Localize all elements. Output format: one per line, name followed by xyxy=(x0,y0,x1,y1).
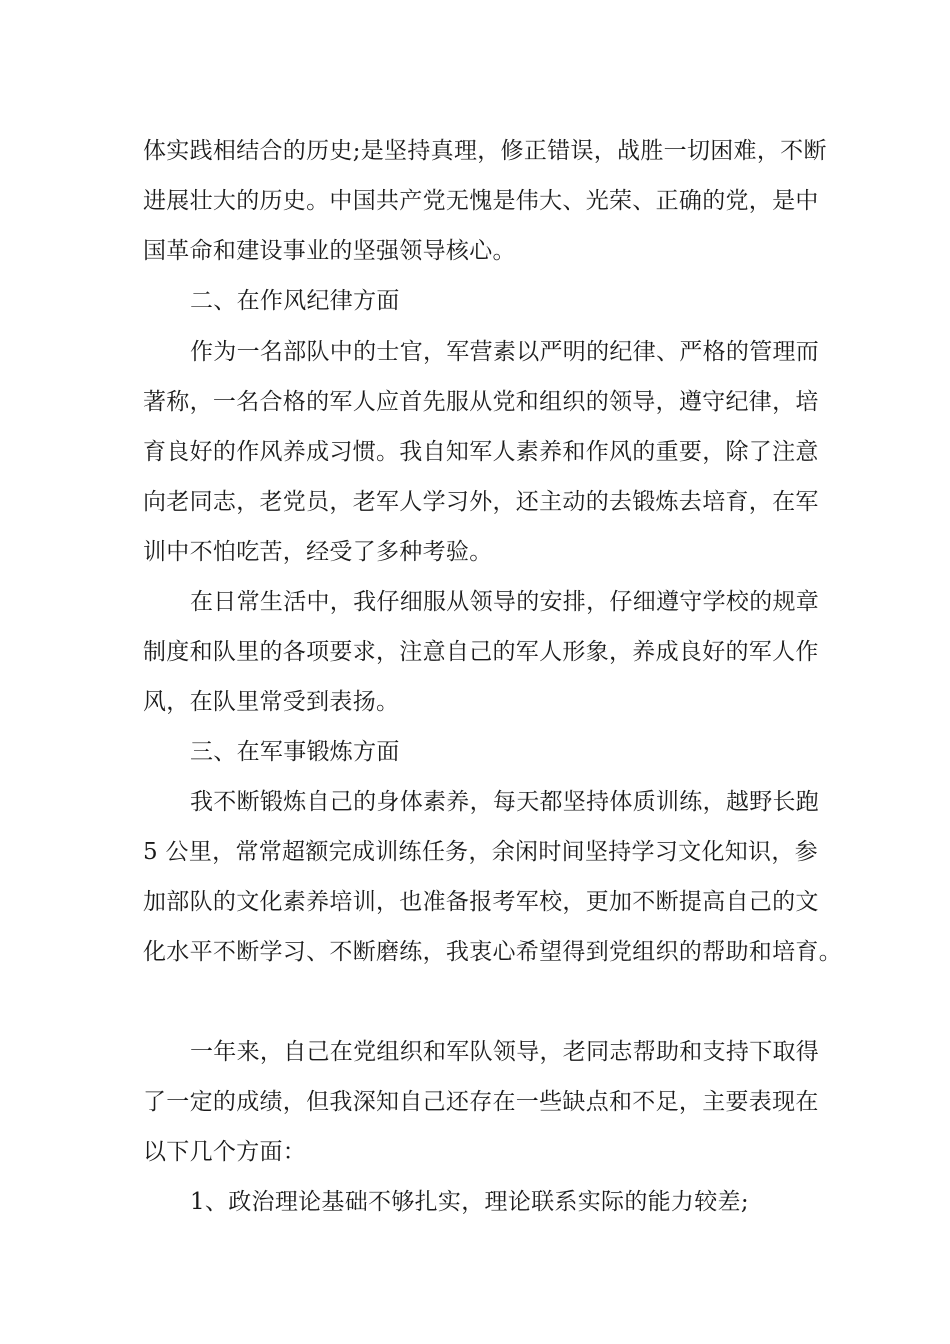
paragraph-line: 向老同志，老党员，老军人学习外，还主动的去锻炼去培育，在军 xyxy=(143,489,819,515)
paragraph-line: 进展壮大的历史。中国共产党无愧是伟大、光荣、正确的党，是中 xyxy=(143,188,819,214)
paragraph-line: 我不断锻炼自己的身体素养，每天都坚持体质训练，越野长跑 xyxy=(190,789,820,815)
paragraph-line: 一年来，自己在党组织和军队领导，老同志帮助和支持下取得 xyxy=(190,1039,820,1065)
paragraph-line: 在日常生活中，我仔细服从领导的安排，仔细遵守学校的规章 xyxy=(190,589,820,615)
paragraph-line: 化水平不断学习、不断磨练，我衷心希望得到党组织的帮助和培育。 xyxy=(143,939,842,965)
paragraph-line: 风，在队里常受到表扬。 xyxy=(143,689,400,715)
paragraph-line: 国革命和建设事业的坚强领导核心。 xyxy=(143,238,516,264)
paragraph-line: 以下几个方面： xyxy=(143,1139,307,1165)
paragraph-line: 体实践相结合的历史;是坚持真理，修正错误，战胜一切困难，不断 xyxy=(143,138,827,164)
paragraph-line: 了一定的成绩，但我深知自己还存在一些缺点和不足，主要表现在 xyxy=(143,1089,819,1115)
paragraph-line: 5 公里，常常超额完成训练任务，余闲时间坚持学习文化知识，参 xyxy=(143,839,818,865)
paragraph-line: 著称，一名合格的军人应首先服从党和组织的领导，遵守纪律，培 xyxy=(143,389,819,415)
list-item: 1、政治理论基础不够扎实，理论联系实际的能力较差; xyxy=(190,1189,749,1215)
paragraph-line: 育良好的作风养成习惯。我自知军人素养和作风的重要，除了注意 xyxy=(143,439,819,465)
paragraph-line: 制度和队里的各项要求，注意自己的军人形象，养成良好的军人作 xyxy=(143,639,819,665)
paragraph-line: 加部队的文化素养培训，也准备报考军校，更加不断提高自己的文 xyxy=(143,889,819,915)
paragraph-line: 训中不怕吃苦，经受了多种考验。 xyxy=(143,539,493,565)
section-heading: 二、在作风纪律方面 xyxy=(190,288,400,314)
paragraph-line: 作为一名部队中的士官，军营素以严明的纪律、严格的管理而 xyxy=(190,339,820,365)
section-heading: 三、在军事锻炼方面 xyxy=(190,739,400,765)
